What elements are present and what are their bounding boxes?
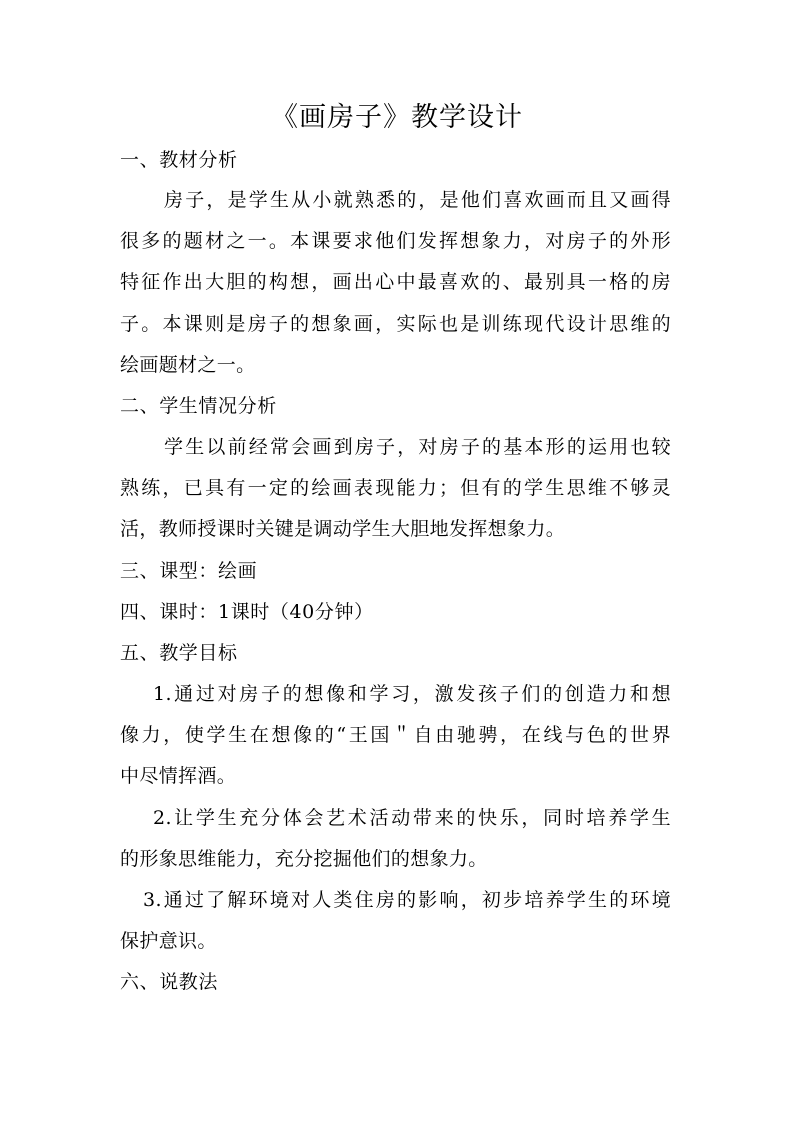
paragraph-line: 子。本课则是房子的想象画，实际也是训练现代设计思维的 (120, 313, 671, 335)
goal-item-3: 3.通过了解环境对人类住房的影响，初步培养学生的环境 (143, 889, 671, 911)
section-heading-teaching-goals: 五、教学目标 (120, 642, 238, 664)
section-heading-lesson-type: 三、课型：绘画 (120, 560, 258, 582)
paragraph-line: 特征作出大胆的构想，画出心中最喜欢的、最别具一格的房 (120, 271, 671, 293)
paragraph-line: 活，教师授课时关键是调动学生大胆地发挥想象力。 (120, 518, 566, 540)
paragraph-line: 保护意识。 (120, 930, 217, 952)
section-heading-teaching-methods: 六、说教法 (120, 971, 219, 993)
paragraph-line: 熟练，已具有一定的绘画表现能力；但有的学生思维不够灵 (120, 477, 671, 499)
goal-item-2: 2.让学生充分体会艺术活动带来的快乐，同时培养学生 (153, 807, 671, 829)
document-title: 《画房子》教学设计 (271, 102, 523, 133)
section-heading-student-analysis: 二、学生情况分析 (120, 395, 277, 417)
goal-item-1: 1.通过对房子的想像和学习，激发孩子们的创造力和想 (153, 683, 671, 705)
paragraph-line: 绘画题材之一。 (120, 354, 256, 376)
section-heading-lesson-duration: 四、课时：1课时（40分钟） (120, 601, 374, 623)
section-heading-textbook-analysis: 一、教材分析 (120, 149, 238, 171)
paragraph-line: 很多的题材之一。本课要求他们发挥想象力，对房子的外形 (120, 230, 671, 252)
paragraph-line: 像力，使学生在想像的“王国＂自由驰骋，在线与色的世界 (120, 724, 671, 746)
paragraph-line: 学生以前经常会画到房子，对房子的基本形的运用也较 (164, 436, 671, 458)
paragraph-line: 的形象思维能力，充分挖掘他们的想象力。 (120, 848, 488, 870)
paragraph-line: 中尽情挥酒。 (120, 765, 237, 787)
paragraph-line: 房子，是学生从小就熟悉的，是他们喜欢画而且又画得 (164, 189, 671, 211)
